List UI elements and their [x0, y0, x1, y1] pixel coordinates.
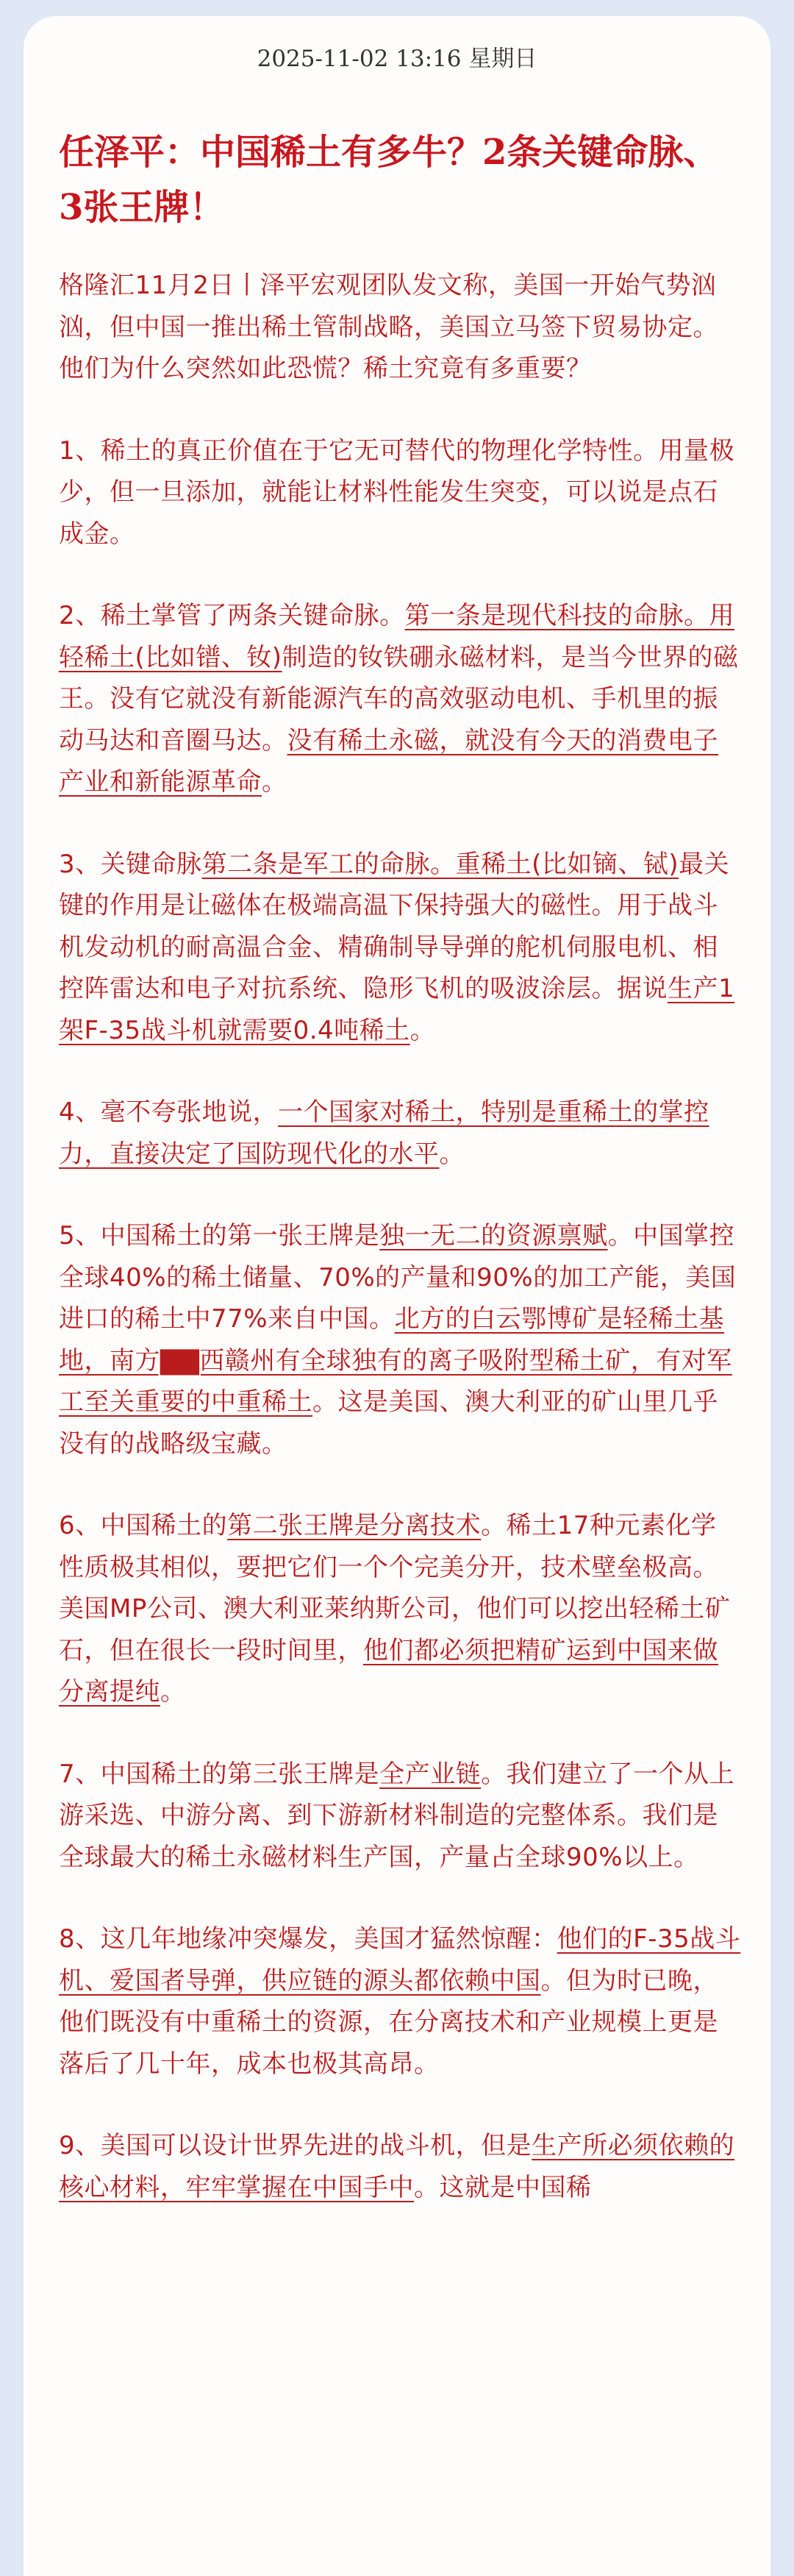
underlined-text: 第二条是军工的命脉。重稀土(比如镝、铽) [201, 849, 679, 879]
text-segment: 。这是美国、澳大利亚的矿山里几乎没有的战略级宝藏。 [59, 1387, 718, 1459]
text-segment: 。 [160, 1677, 186, 1707]
post-date: 2025-11-02 13:16 星期日 [257, 46, 537, 72]
text-segment: 。这就是中国稀 [414, 2172, 592, 2202]
paragraph-4 [59, 1092, 741, 1175]
paragraph-6 [59, 1505, 741, 1713]
underlined-text: 没有稀土永磁，就没有今天的消费电子产业和新能源革命 [59, 725, 718, 797]
paragraph-1 [59, 430, 741, 555]
underlined-text: 独一无二的资源禀赋 [379, 1221, 608, 1250]
underlined-text: 北方的白云鄂博矿是轻稀土基地，南方▇▇西赣州有全球独有的离子吸附型稀土矿，有对军工至关重要的中重稀土 [59, 1304, 732, 1417]
article-body [59, 265, 741, 2249]
text-segment: 1、稀土的真正价值在于它无可替代的物理化学特性。用量极少，但一旦添加，就能让材料性能发生突变，可以说是点石成金。 [59, 435, 735, 549]
paragraph-8 [59, 1918, 741, 2085]
text-segment: 。 [409, 1015, 436, 1045]
text-segment: 5、中国稀土的第一张王牌是 [59, 1221, 380, 1250]
article-card [24, 16, 770, 2576]
text-segment: 制造的钕铁硼永磁材料，是当今世界的磁王。没有它就没有新能源汽车的高效驱动电机、手机里的振动马达和音圈马达。 [59, 642, 739, 755]
paragraph-9 [59, 2125, 741, 2208]
paragraph-intro [59, 265, 741, 390]
text-segment: 8、这几年地缘冲突爆发，美国才猛然惊醒： [59, 1924, 557, 1954]
underlined-text: 第二张王牌是分离技术 [227, 1511, 482, 1540]
paragraph-2 [59, 595, 741, 803]
text-segment: 最关键的作用是让磁体在极端高温下保持强大的磁性。用于战斗机发动机的耐高温合金、精确制导导弹的舵机伺服电机、相控阵雷达和电子对抗系统、隐形飞机的吸波涂层。据说 [59, 849, 730, 1003]
underlined-text: 第一条是现代科技的命脉。用轻稀土(比如镨、钕) [59, 601, 735, 672]
text-segment: 。稀土17种元素化学性质极其相似，要把它们一个个完美分开，技术壁垒极高。美国MP公司、澳大利亚莱纳斯公司，他们可以挖出轻稀土矿石，但在很长一段时间里， [59, 1511, 731, 1665]
paragraph-3 [59, 844, 741, 1052]
text-segment: 。我们建立了一个从上游采选、中游分离、到下游新材料制造的完整体系。我们是全球最大的稀土永磁材料生产国，产量占全球90%以上。 [59, 1759, 735, 1872]
text-segment: 2、稀土掌管了两条关键命脉。 [59, 601, 405, 630]
text-segment: 4、毫不夸张地说， [59, 1097, 279, 1127]
text-segment: 6、中国稀土的 [59, 1511, 228, 1540]
article-title: 任泽平：中国稀土有多牛？2条关键命脉、3张王牌！ [59, 132, 719, 228]
underlined-text: 他们的F-35战斗机、爱国者导弹，供应链的源头都依赖中国 [59, 1924, 741, 1996]
text-segment: 3、关键命脉 [59, 849, 202, 879]
text-segment: 9、美国可以设计世界先进的战斗机，但是 [59, 2131, 532, 2160]
underlined-text: 全产业链 [379, 1759, 482, 1789]
text-segment: 7、中国稀土的第三张王牌是 [59, 1759, 380, 1789]
text-segment: 。 [439, 1139, 465, 1169]
underlined-text: 一个国家对稀土，特别是重稀土的掌控力，直接决定了国防现代化的水平 [59, 1097, 709, 1169]
paragraph-7 [59, 1754, 741, 1879]
text-segment: 。但为时已晚，他们既没有中重稀土的资源，在分离技术和产业规模上更是落后了几十年，成本也极其高昂。 [59, 1965, 718, 2079]
paragraph-5 [59, 1215, 741, 1465]
text-segment: 格隆汇11月2日丨泽平宏观团队发文称，美国一开始气势汹汹，但中国一推出稀土管制战略，美国立马签下贸易协定。他们为什么突然如此恐慌？稀土究竟有多重要？ [59, 271, 718, 383]
underlined-text: 他们都必须把精矿运到中国来做分离提纯 [59, 1635, 718, 1707]
text-segment: 。 [262, 767, 287, 797]
underlined-text: 生产1架F-35战斗机就需要0.4吨稀土 [59, 974, 735, 1045]
underlined-text: 生产所必须依赖的核心材料，牢牢掌握在中国手中 [59, 2131, 735, 2202]
text-segment: 。中国掌控全球40%的稀土储量、70%的产量和90%的加工产能，美国进口的稀土中77%来自中国。 [59, 1221, 737, 1334]
